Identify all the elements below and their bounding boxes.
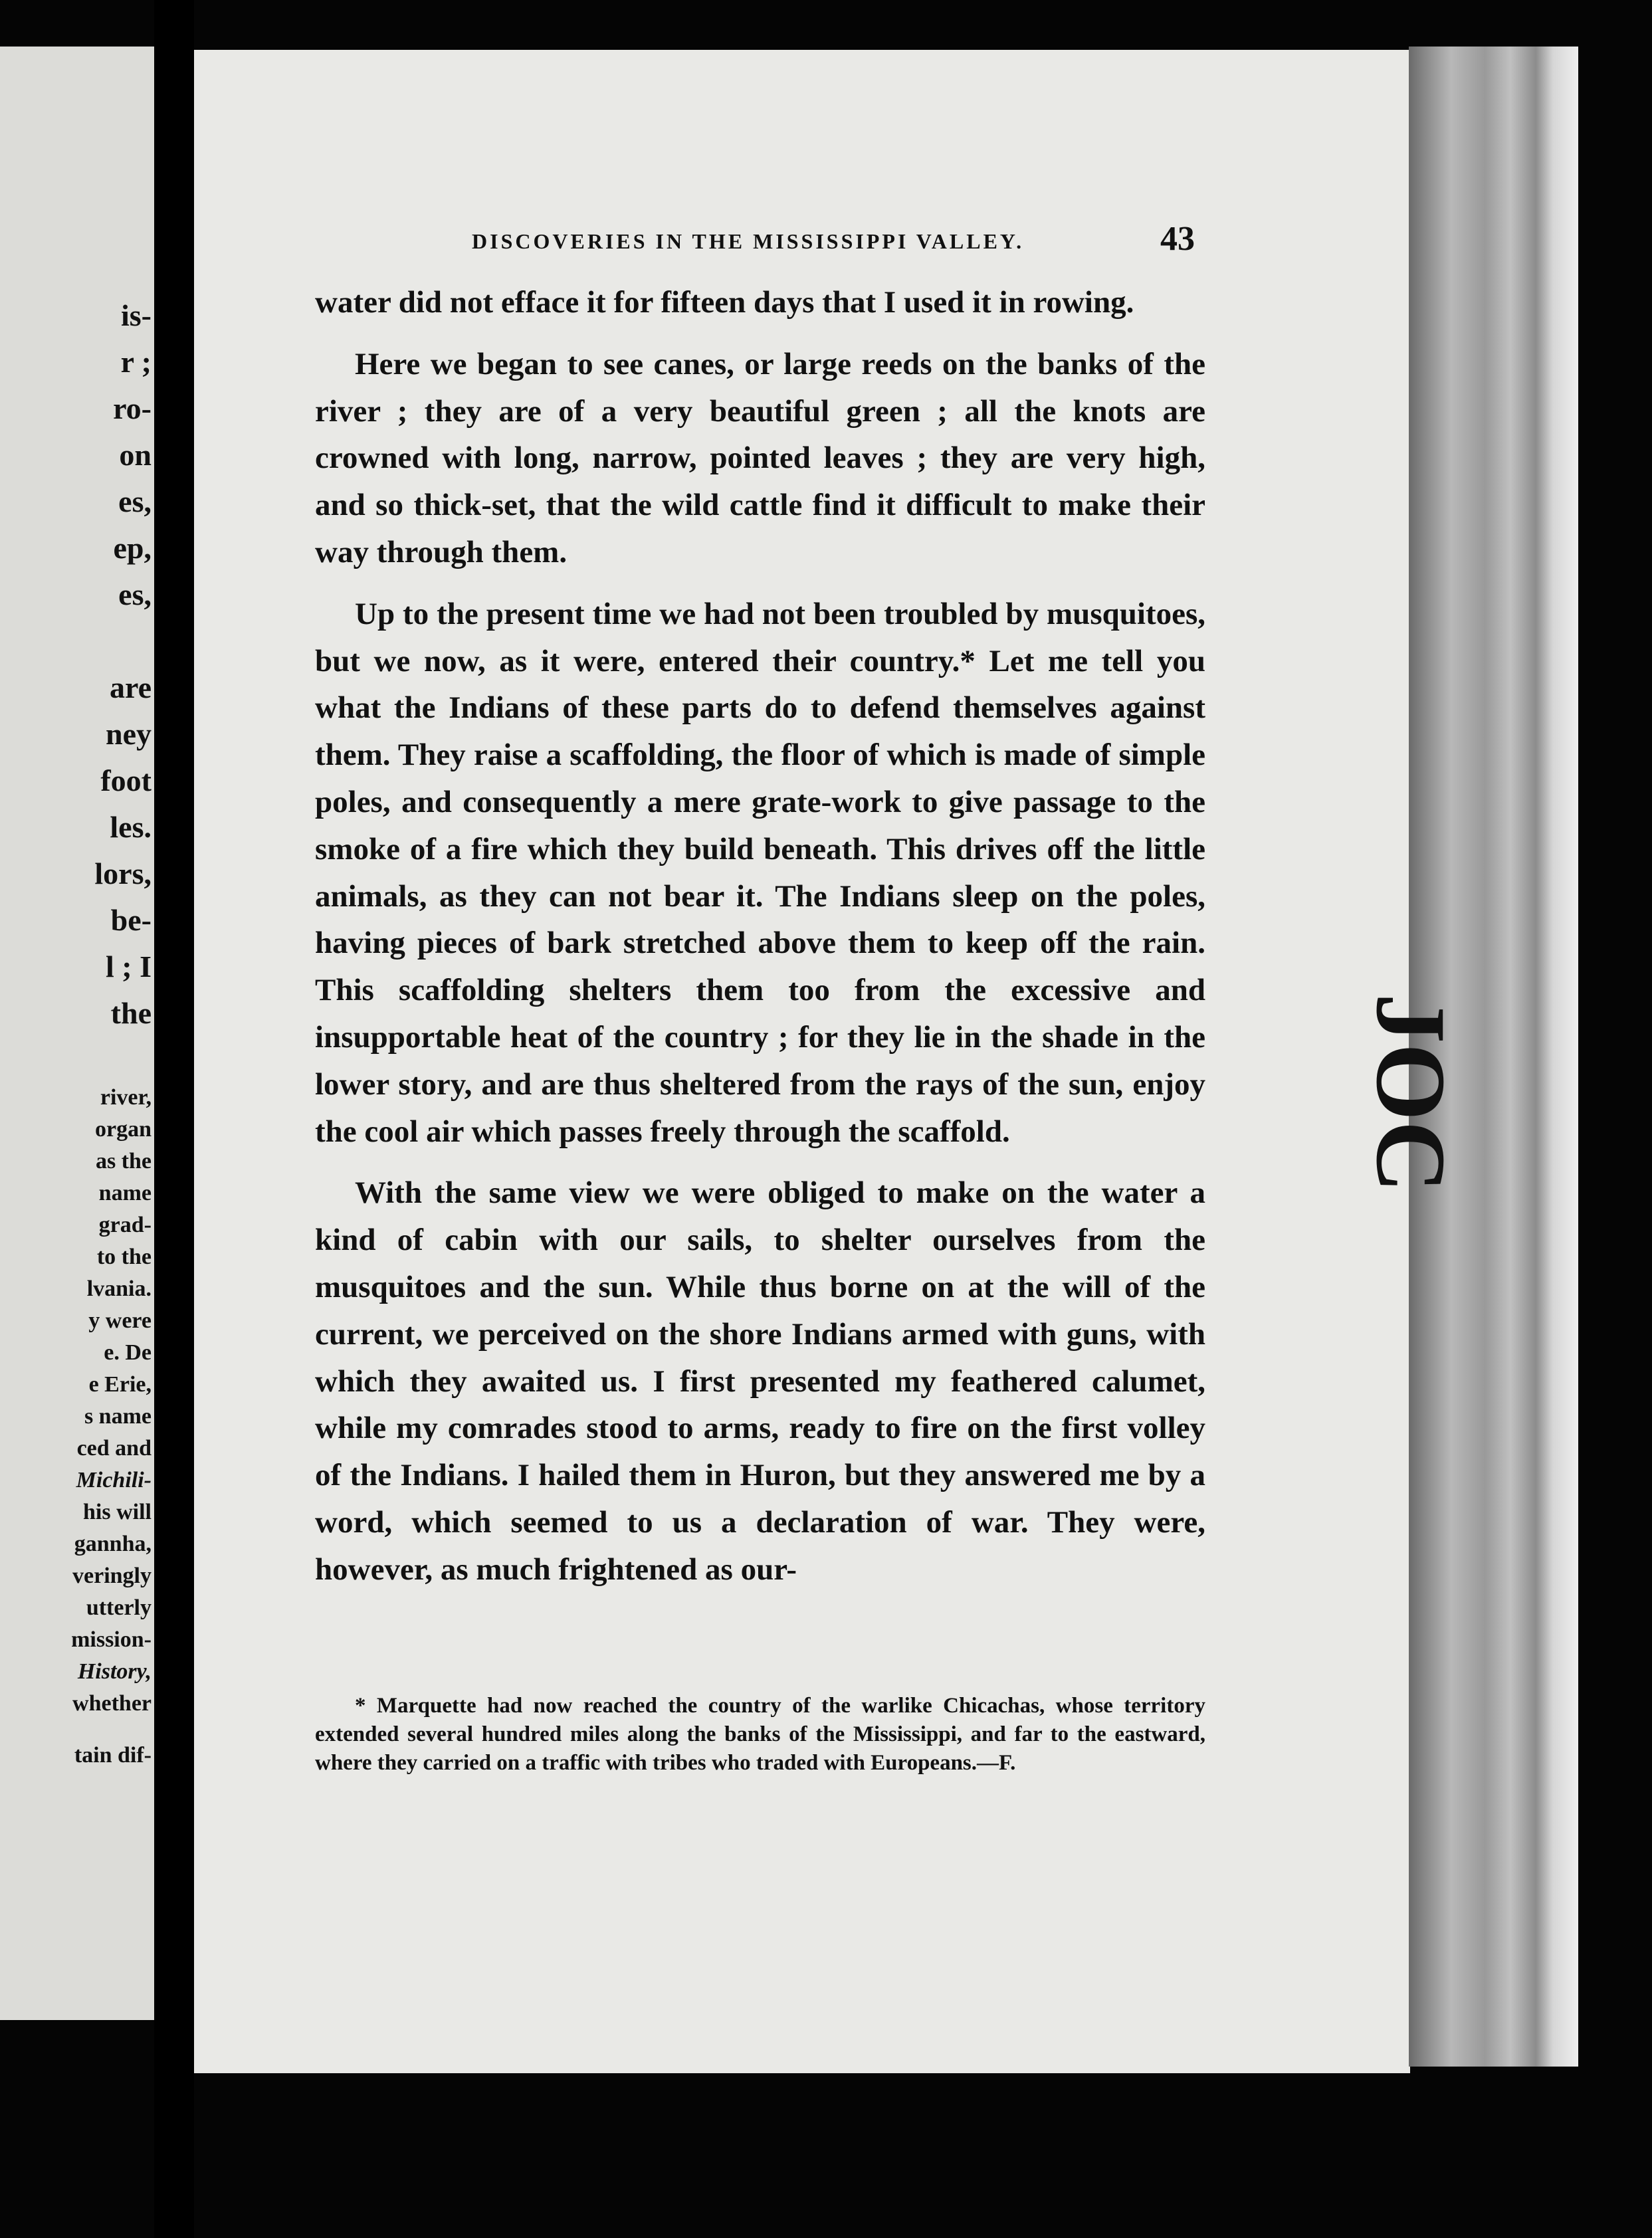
facing-page-line: ro- [113, 391, 152, 425]
paragraph: Up to the present time we had not been troubled by musquitoes, but we now, as it were, entered their country.* Let me tell you what the Indians of these parts do to defend themselves against them. They raise a scaffolding, the floor of which is made of simple poles, and consequently a mere grate-work to give passage to the smoke of a fire which they build beneath. This drives off the little animals, as they can not bear it. The Indians sleep on the poles, having pieces of bark stretched above them to keep off the rain. This scaffolding shelters them too from the excessive and insupportable heat of the country ; for they lie in the shade in the lower story, and are thus sheltered from the rays of the sun, enjoy the cool air which passes freely through the scaffold. [315, 596, 1205, 1149]
facing-page-line: les. [110, 810, 152, 844]
facing-page-note-line: organ [95, 1117, 152, 1142]
facing-page-line: is- [121, 298, 152, 332]
facing-page-line: l ; I [106, 950, 152, 983]
facing-page-note-line: whether [72, 1691, 152, 1716]
facing-page-line: foot [100, 763, 152, 797]
facing-page-note-line: tain dif- [74, 1743, 152, 1768]
body-text [315, 279, 1205, 1608]
facing-page-note-line: utterly [86, 1595, 152, 1620]
paragraph: Here we began to see canes, or large reeds on the banks of the river ; they are of a very beautiful green ; all the knots are crowned with long, narrow, pointed leaves ; they are very high, and so thick-set, that the wild cattle find it difficult to make their way through them. [315, 346, 1205, 569]
paragraph: With the same view we were obliged to make on the water a kind of cabin with our sails, to shelter ourselves from the musquitoes and the sun. While thus borne on at the will of the current, we perceived on the shore Indians armed with guns, with which they awaited us. I first presented my feathered calumet, while my comrades stood to arms, ready to fire on the first volley of the Indians. I hailed them in Huron, but they answered me by a word, which seemed to us a declaration of war. They were, however, as much frightened as our- [315, 1175, 1205, 1587]
edge-stamp: JOC [1356, 993, 1466, 1193]
book-gutter [154, 0, 194, 2238]
facing-page-line: the [110, 996, 152, 1030]
facing-page-note-line: lvania. [86, 1276, 152, 1301]
paragraph: water did not efface it for fifteen days that I used it in rowing. [315, 285, 1134, 320]
facing-page-note-line: as the [95, 1149, 152, 1173]
facing-page-line: r ; [120, 345, 152, 379]
page-number: 43 [1160, 220, 1195, 258]
facing-page-note-line: e Erie, [88, 1372, 152, 1397]
running-header: DISCOVERIES IN THE MISSISSIPPI VALLEY. [472, 229, 1025, 253]
facing-page-note-line: s name [84, 1404, 152, 1429]
facing-page-line: on [119, 438, 152, 472]
facing-page-note-line: mission- [71, 1627, 152, 1652]
facing-page-note-line: gannha, [74, 1532, 152, 1556]
facing-page-note-line: ced and [76, 1436, 152, 1461]
facing-page-fragment [0, 47, 154, 2020]
facing-page-line: are [109, 670, 152, 704]
footnote: * Marquette had now reached the country of the warlike Chicachas, whose territory extended several hundred miles along the banks of the Mississippi, and far to the eastward, where they carried on a traffic with tribes who traded with Europeans.—F. [315, 1694, 1205, 1775]
facing-page-line: lors, [94, 857, 152, 890]
facing-page-note-line: name [98, 1181, 152, 1205]
facing-page-note-line: veringly [72, 1564, 152, 1588]
facing-page-note-line: y were [88, 1308, 152, 1333]
facing-page-note-line: Michili- [76, 1468, 152, 1492]
facing-page-line: es, [118, 484, 152, 518]
facing-page-line: ep, [113, 531, 152, 565]
facing-page-line: es, [118, 577, 152, 611]
facing-page-note-line: his will [83, 1500, 152, 1524]
facing-page-note-line: river, [100, 1085, 152, 1110]
facing-page-line: be- [110, 903, 152, 937]
facing-page-note-line: History, [77, 1659, 152, 1684]
facing-page-note-line: to the [96, 1245, 152, 1269]
facing-page-note-line: e. De [104, 1340, 152, 1365]
facing-page-line: ney [106, 717, 152, 751]
facing-page-note-line: grad- [98, 1213, 152, 1237]
